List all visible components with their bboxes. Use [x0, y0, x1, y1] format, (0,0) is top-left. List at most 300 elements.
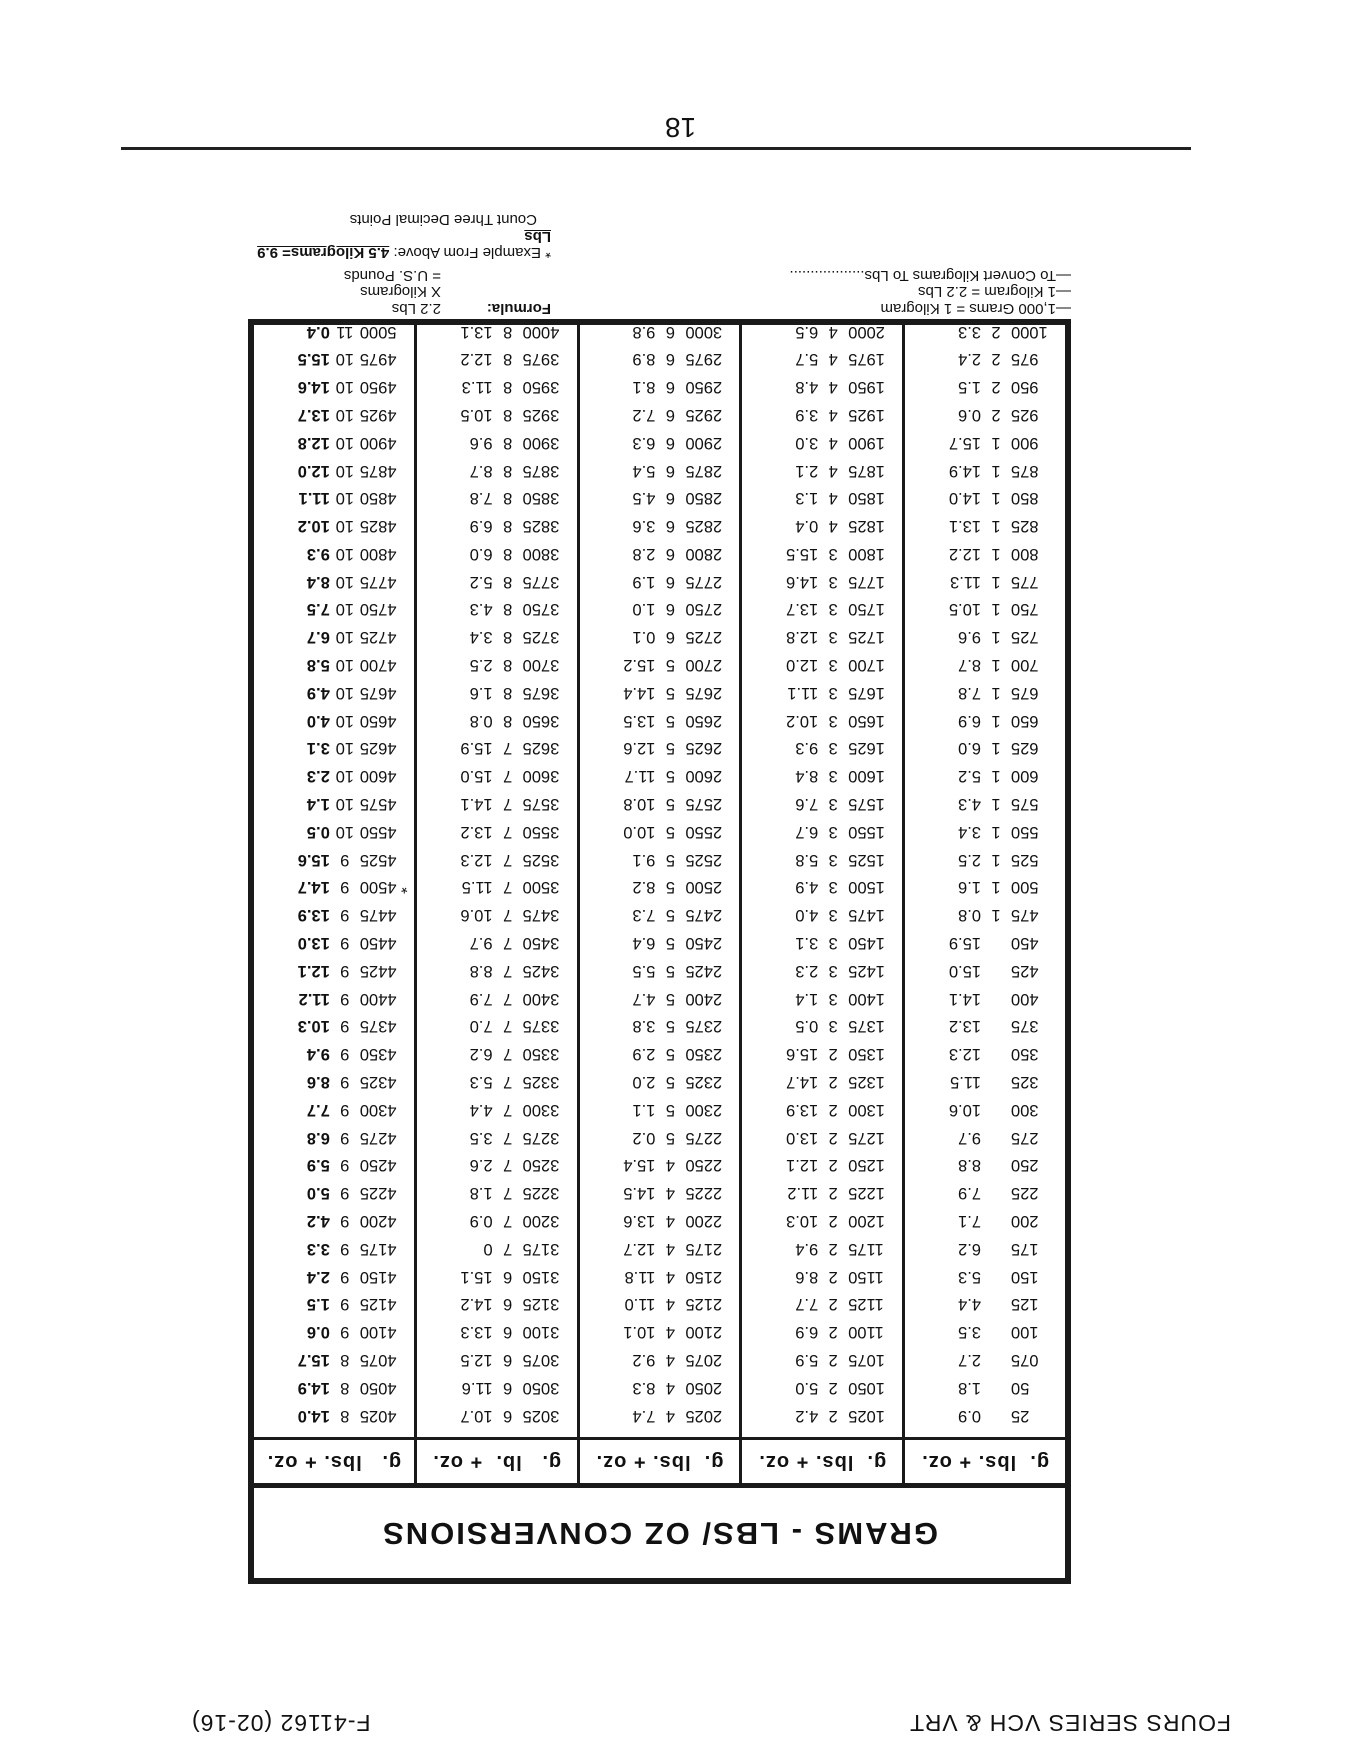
grams-cell: 1075 [848, 1351, 885, 1370]
table-row [417, 401, 577, 429]
grams-cell: 2800 [685, 544, 723, 563]
ounces-cell: 2.8 [632, 544, 656, 563]
ounces-cell: 10.3 [297, 1017, 330, 1036]
ounces-cell: 7.8 [469, 489, 493, 508]
table-row [254, 734, 414, 762]
grams-cell: 3700 [522, 656, 560, 675]
ounces-cell: 9.1 [632, 850, 656, 869]
pounds-cell: 9 [340, 1017, 350, 1036]
grams-cell: 950 [1011, 378, 1039, 397]
ounces-cell: 15.0 [948, 961, 981, 980]
grams-cell: 1175 [848, 1239, 884, 1258]
grams-cell: 150 [1011, 1267, 1039, 1286]
ounces-cell: 7.7 [306, 1100, 330, 1119]
table-row [742, 1012, 902, 1040]
table-row [417, 345, 577, 373]
table-row [417, 1346, 577, 1374]
grams-cell: 200 [1011, 1212, 1039, 1231]
grams-cell: 4800 [359, 544, 397, 563]
pounds-cell: 10 [335, 822, 354, 841]
grams-cell: 625 [1011, 739, 1039, 758]
table-row [417, 540, 577, 568]
pounds-cell: 2 [828, 1073, 838, 1092]
table-row [254, 817, 414, 845]
grams-cell: 2775 [685, 572, 723, 591]
table-row [905, 1179, 1065, 1207]
ounces-cell: 0.4 [795, 517, 819, 536]
table-row [580, 345, 740, 373]
grams-cell: 1525 [848, 850, 885, 869]
pounds-cell: 7 [503, 906, 513, 925]
grams-cell: 1375 [848, 1017, 885, 1036]
table-row [742, 1262, 902, 1290]
grams-cell: 3750 [522, 600, 560, 619]
pounds-cell: 8 [503, 405, 513, 424]
ounces-cell: 9.6 [958, 628, 981, 647]
table-row [580, 956, 740, 984]
grams-cell: 4000 [522, 322, 560, 341]
grams-cell: 575 [1011, 795, 1039, 814]
grams-cell: 4125 [359, 1295, 397, 1314]
ounces-cell: 15.4 [623, 1156, 656, 1175]
ounces-cell: 4.7 [632, 989, 656, 1008]
ounces-cell: 9.4 [795, 1239, 819, 1258]
ounces-cell: 8.8 [958, 1156, 981, 1175]
table-row [742, 817, 902, 845]
ounces-cell: 2.4 [958, 350, 981, 369]
pounds-cell: 1 [991, 433, 1001, 452]
ounces-cell: 6.7 [306, 628, 330, 647]
table-row [417, 1012, 577, 1040]
ounces-cell: 7.0 [469, 1017, 493, 1036]
pounds-cell: 10 [335, 461, 354, 480]
table-column [902, 322, 1065, 1483]
grams-cell: 1725 [848, 628, 885, 647]
ounces-cell: 6.8 [306, 1128, 330, 1147]
pounds-cell: 7 [503, 878, 513, 897]
ounces-cell: 10.0 [623, 822, 656, 841]
ounces-cell: 14.1 [948, 989, 981, 1008]
table-row [417, 1401, 577, 1429]
ounces-cell: 9.6 [469, 433, 493, 452]
pounds-cell: 1 [991, 628, 1001, 647]
grams-cell: 475 [1011, 906, 1039, 925]
pounds-cell: 8 [503, 711, 513, 730]
note-line: —1,000 Grams = 1 Kilogram [880, 300, 1071, 317]
grams-cell: 775 [1011, 572, 1039, 591]
ounces-cell: 8.3 [632, 1378, 656, 1397]
table-row [254, 1151, 414, 1179]
table-row [905, 790, 1065, 818]
ounces-cell: 5.3 [958, 1267, 981, 1286]
grams-cell: 3525 [522, 850, 560, 869]
grams-cell: 2275 [685, 1128, 723, 1147]
ounces-cell: 0.6 [306, 1323, 330, 1342]
ounces-cell: 4.5 [632, 489, 656, 508]
grams-cell: 900 [1011, 433, 1039, 452]
grams-cell: 25 [1011, 1406, 1030, 1425]
grams-cell: 1900 [848, 433, 885, 452]
ounces-cell: 9.7 [469, 934, 493, 953]
table-row [580, 984, 740, 1012]
table-row [254, 1040, 414, 1068]
grams-cell: 3000 [685, 322, 723, 341]
table-row [742, 734, 902, 762]
table-row [905, 817, 1065, 845]
table-row [417, 1262, 577, 1290]
pounds-cell: 1 [991, 795, 1001, 814]
ounces-cell: 13.9 [786, 1100, 819, 1119]
pounds-cell: 7 [503, 1156, 513, 1175]
grams-cell: 2250 [685, 1156, 723, 1175]
grams-cell: 350 [1011, 1045, 1039, 1064]
notes-left [601, 267, 1071, 317]
pounds-cell: 7 [503, 822, 513, 841]
pounds-cell: 4 [665, 1184, 675, 1203]
table-row [742, 1151, 902, 1179]
pounds-cell: 7 [503, 795, 513, 814]
table-row [742, 1123, 902, 1151]
ounces-cell: 6.3 [632, 433, 656, 452]
table-row [580, 1151, 740, 1179]
grams-cell: 4925 [359, 405, 397, 424]
ounces-cell: 15.5 [786, 544, 819, 563]
pounds-cell: 3 [828, 961, 838, 980]
grams-cell: 2200 [685, 1212, 723, 1231]
ounces-cell: 10.6 [460, 906, 493, 925]
header-rule [121, 147, 1191, 150]
table-row [580, 1373, 740, 1401]
table-row [254, 595, 414, 623]
grams-cell: 4250 [359, 1156, 397, 1175]
pounds-cell: 2 [828, 1239, 838, 1258]
pounds-cell: 3 [828, 600, 838, 619]
pounds-cell: 9 [340, 878, 350, 897]
pounds-cell: 10 [335, 795, 354, 814]
grams-cell: 2375 [685, 1017, 723, 1036]
ounces-cell: 1.3 [795, 489, 819, 508]
pounds-cell: 6 [665, 572, 675, 591]
pounds-cell: 6 [665, 517, 675, 536]
ounces-cell: 0 [483, 1239, 493, 1258]
ounces-cell: 10.2 [786, 711, 819, 730]
table-row [905, 1401, 1065, 1429]
note-line: —To Convert Kilograms To Lbs.................. [789, 267, 1071, 284]
ounces-cell: 11.1 [298, 489, 330, 508]
table-row [742, 929, 902, 957]
ounces-cell: 8.9 [632, 350, 656, 369]
table-row [742, 1095, 902, 1123]
table-row [580, 540, 740, 568]
ounces-cell: 10.1 [623, 1323, 656, 1342]
table-row [742, 345, 902, 373]
table-row [417, 873, 577, 901]
table-row [417, 595, 577, 623]
grams-cell: 3225 [522, 1184, 560, 1203]
pounds-cell: 5 [665, 850, 675, 869]
note-line: —1 Kilogram = 2.2 Lbs [918, 283, 1071, 301]
grams-cell: 2650 [685, 711, 723, 730]
grams-cell: 400 [1011, 989, 1039, 1008]
table-row [742, 1234, 902, 1262]
grams-cell: 2050 [685, 1378, 723, 1397]
column-header: g. lb. + oz. [417, 1437, 577, 1483]
grams-cell: 975 [1011, 350, 1039, 369]
grams-cell: 3200 [522, 1212, 560, 1231]
grams-cell: 4475 [359, 906, 397, 925]
grams-cell: 4900 [359, 433, 397, 452]
grams-cell: 1575 [848, 795, 885, 814]
table-row [417, 1095, 577, 1123]
grams-cell: 2475 [685, 906, 723, 925]
table-row [417, 817, 577, 845]
pounds-cell: 9 [340, 1045, 350, 1064]
ounces-cell: 1.4 [795, 989, 819, 1008]
pounds-cell: 7 [503, 739, 513, 758]
ounces-cell: 2.5 [958, 850, 981, 869]
table-row [417, 1179, 577, 1207]
ounces-cell: 3.3 [306, 1239, 330, 1258]
pounds-cell: 6 [665, 600, 675, 619]
pounds-cell: 2 [828, 1128, 838, 1147]
grams-cell: 3975 [522, 350, 560, 369]
ounces-cell: 13.1 [460, 322, 493, 341]
ounces-cell: 6.0 [469, 544, 493, 563]
ounces-cell: 3.6 [632, 517, 656, 536]
grams-cell: 2575 [685, 795, 723, 814]
grams-cell: 3925 [522, 405, 560, 424]
pounds-cell: 1 [991, 822, 1001, 841]
table-row [742, 456, 902, 484]
grams-cell: 3400 [522, 989, 560, 1008]
ounces-cell: 11.2 [298, 989, 330, 1008]
pounds-cell: 6 [665, 350, 675, 369]
pounds-cell: 3 [828, 628, 838, 647]
table-row [254, 401, 414, 429]
ounces-cell: 5.9 [795, 1351, 819, 1370]
ounces-cell: 8.6 [795, 1267, 819, 1286]
pounds-cell: 9 [340, 1184, 350, 1203]
table-row [905, 401, 1065, 429]
table-row [254, 540, 414, 568]
ounces-cell: 15.9 [460, 739, 493, 758]
grams-cell: 075 [1011, 1351, 1039, 1370]
ounces-cell: 11.3 [950, 572, 981, 591]
ounces-cell: 5.4 [632, 461, 656, 480]
ounces-cell: 4.4 [958, 1295, 981, 1314]
ounces-cell: 15.7 [297, 1351, 330, 1370]
grams-cell: 1625 [848, 739, 885, 758]
pounds-cell: 10 [335, 378, 354, 397]
ounces-cell: 5.3 [469, 1073, 493, 1092]
ounces-cell: 13.0 [297, 934, 330, 953]
ounces-cell: 11.6 [461, 1378, 493, 1397]
table-row [905, 706, 1065, 734]
pounds-cell: 3 [828, 850, 838, 869]
grams-cell: 1450 [848, 934, 885, 953]
ounces-cell: 6.5 [795, 322, 819, 341]
table-row [580, 401, 740, 429]
formula-label: Formula: [486, 300, 551, 317]
table-row [905, 1262, 1065, 1290]
pounds-cell: 5 [665, 1017, 675, 1036]
pounds-cell: 7 [503, 961, 513, 980]
grams-cell: 4675 [359, 683, 397, 702]
column-header: g. lbs. + oz. [905, 1437, 1065, 1483]
ounces-cell: 1.6 [958, 878, 981, 897]
grams-cell: 1675 [848, 683, 885, 702]
ounces-cell: 15.1 [460, 1267, 493, 1286]
grams-cell: 4400 [359, 989, 397, 1008]
table-row [580, 817, 740, 845]
table-row [580, 373, 740, 401]
table-row [742, 956, 902, 984]
ounces-cell: 6.7 [795, 822, 819, 841]
ounces-cell: 14.1 [460, 795, 493, 814]
formula-line: = U.S. Pounds [343, 267, 441, 284]
grams-cell: 875 [1011, 461, 1039, 480]
grams-cell: 4550 [359, 822, 397, 841]
table-row [580, 845, 740, 873]
pounds-cell: 6 [503, 1323, 513, 1342]
pounds-cell: 2 [828, 1045, 838, 1064]
pounds-cell: 6 [665, 433, 675, 452]
table-row [905, 651, 1065, 679]
grams-cell: 4050 [359, 1378, 397, 1397]
grams-cell: 3875 [522, 461, 560, 480]
ounces-cell: 14.6 [786, 572, 819, 591]
ounces-cell: 8.6 [306, 1073, 330, 1092]
table-row [905, 929, 1065, 957]
grams-cell: 3900 [522, 433, 560, 452]
pounds-cell: 8 [503, 489, 513, 508]
table-row [417, 762, 577, 790]
pounds-cell: 5 [665, 822, 675, 841]
ounces-cell: 0.6 [958, 405, 981, 424]
ounces-cell: 0.2 [632, 1128, 656, 1147]
ounces-cell: 11.1 [787, 683, 819, 702]
ounces-cell: 13.2 [460, 822, 493, 841]
grams-cell: 550 [1011, 822, 1039, 841]
pounds-cell: 7 [503, 1128, 513, 1147]
grams-cell: 125 [1011, 1295, 1039, 1314]
table-row [417, 734, 577, 762]
grams-cell: 1600 [848, 767, 885, 786]
pounds-cell: 5 [665, 961, 675, 980]
pounds-cell: 8 [340, 1378, 350, 1397]
grams-cell: 4325 [359, 1073, 397, 1092]
pounds-cell: 2 [828, 1267, 838, 1286]
grams-cell: 925 [1011, 405, 1039, 424]
ounces-cell: 0.1 [632, 628, 656, 647]
table-title: GRAMS - LBS/ OZ CONVERSIONS [254, 1483, 1065, 1578]
ounces-cell: 11.8 [624, 1267, 656, 1286]
table-row [742, 678, 902, 706]
table-row [905, 1373, 1065, 1401]
grams-cell: 325 [1011, 1073, 1039, 1092]
pounds-cell: 9 [340, 1073, 350, 1092]
table-row [417, 845, 577, 873]
pounds-cell: 8 [503, 544, 513, 563]
ounces-cell: 3.0 [795, 433, 819, 452]
table-row [417, 706, 577, 734]
table-row [254, 1095, 414, 1123]
table-row [580, 1179, 740, 1207]
grams-cell: 3575 [522, 795, 560, 814]
pounds-cell: 1 [991, 544, 1001, 563]
pounds-cell: 4 [665, 1378, 675, 1397]
pounds-cell: 6 [503, 1378, 513, 1397]
table-row [254, 1262, 414, 1290]
pounds-cell: 8 [503, 517, 513, 536]
ounces-cell: 15.0 [460, 767, 493, 786]
pounds-cell: 9 [340, 1156, 350, 1175]
pounds-cell: 9 [340, 1128, 350, 1147]
pounds-cell: 5 [665, 711, 675, 730]
ounces-cell: 7.9 [469, 989, 493, 1008]
pounds-cell: 5 [665, 656, 675, 675]
ounces-cell: 15.6 [297, 850, 330, 869]
table-row [417, 790, 577, 818]
grams-cell: 1425 [848, 961, 885, 980]
ounces-cell: 3.9 [795, 405, 819, 424]
grams-cell: 4600 [359, 767, 397, 786]
ounces-cell: 3.5 [469, 1128, 493, 1147]
ounces-cell: 3.1 [306, 739, 330, 758]
ounces-cell: 7.8 [958, 683, 981, 702]
page-footer [191, 1709, 1231, 1736]
table-row [742, 1040, 902, 1068]
table-row [254, 1012, 414, 1040]
ounces-cell: 0.8 [958, 906, 981, 925]
ounces-cell: 13.1 [948, 517, 981, 536]
pounds-cell: 9 [340, 1212, 350, 1231]
pounds-cell: 4 [828, 517, 838, 536]
grams-cell: 1050 [848, 1378, 885, 1397]
table-row [254, 929, 414, 957]
grams-cell: 3100 [522, 1323, 560, 1342]
grams-cell: 100 [1011, 1323, 1039, 1342]
table-row [905, 956, 1065, 984]
grams-cell: 2550 [685, 822, 723, 841]
grams-cell: 2625 [685, 739, 723, 758]
pounds-cell: 5 [665, 906, 675, 925]
table-row [905, 456, 1065, 484]
grams-cell: 175 [1011, 1239, 1039, 1258]
pounds-cell: 10 [335, 600, 354, 619]
ounces-cell: 2.7 [958, 1351, 981, 1370]
column-header: g. lbs. + oz. [742, 1437, 902, 1483]
table-row [580, 317, 740, 345]
table-row [417, 956, 577, 984]
grams-cell: 3025 [522, 1406, 560, 1425]
ounces-cell: 13.3 [460, 1323, 493, 1342]
table-row [580, 762, 740, 790]
pounds-cell: 2 [991, 350, 1001, 369]
table-row [905, 540, 1065, 568]
table-row [254, 845, 414, 873]
table-row [254, 1207, 414, 1235]
table-row [417, 512, 577, 540]
table-row [254, 484, 414, 512]
table-row [580, 1318, 740, 1346]
table-row [905, 317, 1065, 345]
grams-cell: 2875 [685, 461, 723, 480]
grams-cell: 3675 [522, 683, 560, 702]
table-row [254, 956, 414, 984]
ounces-cell: 14.6 [297, 378, 330, 397]
grams-cell: 50 [1011, 1378, 1030, 1397]
